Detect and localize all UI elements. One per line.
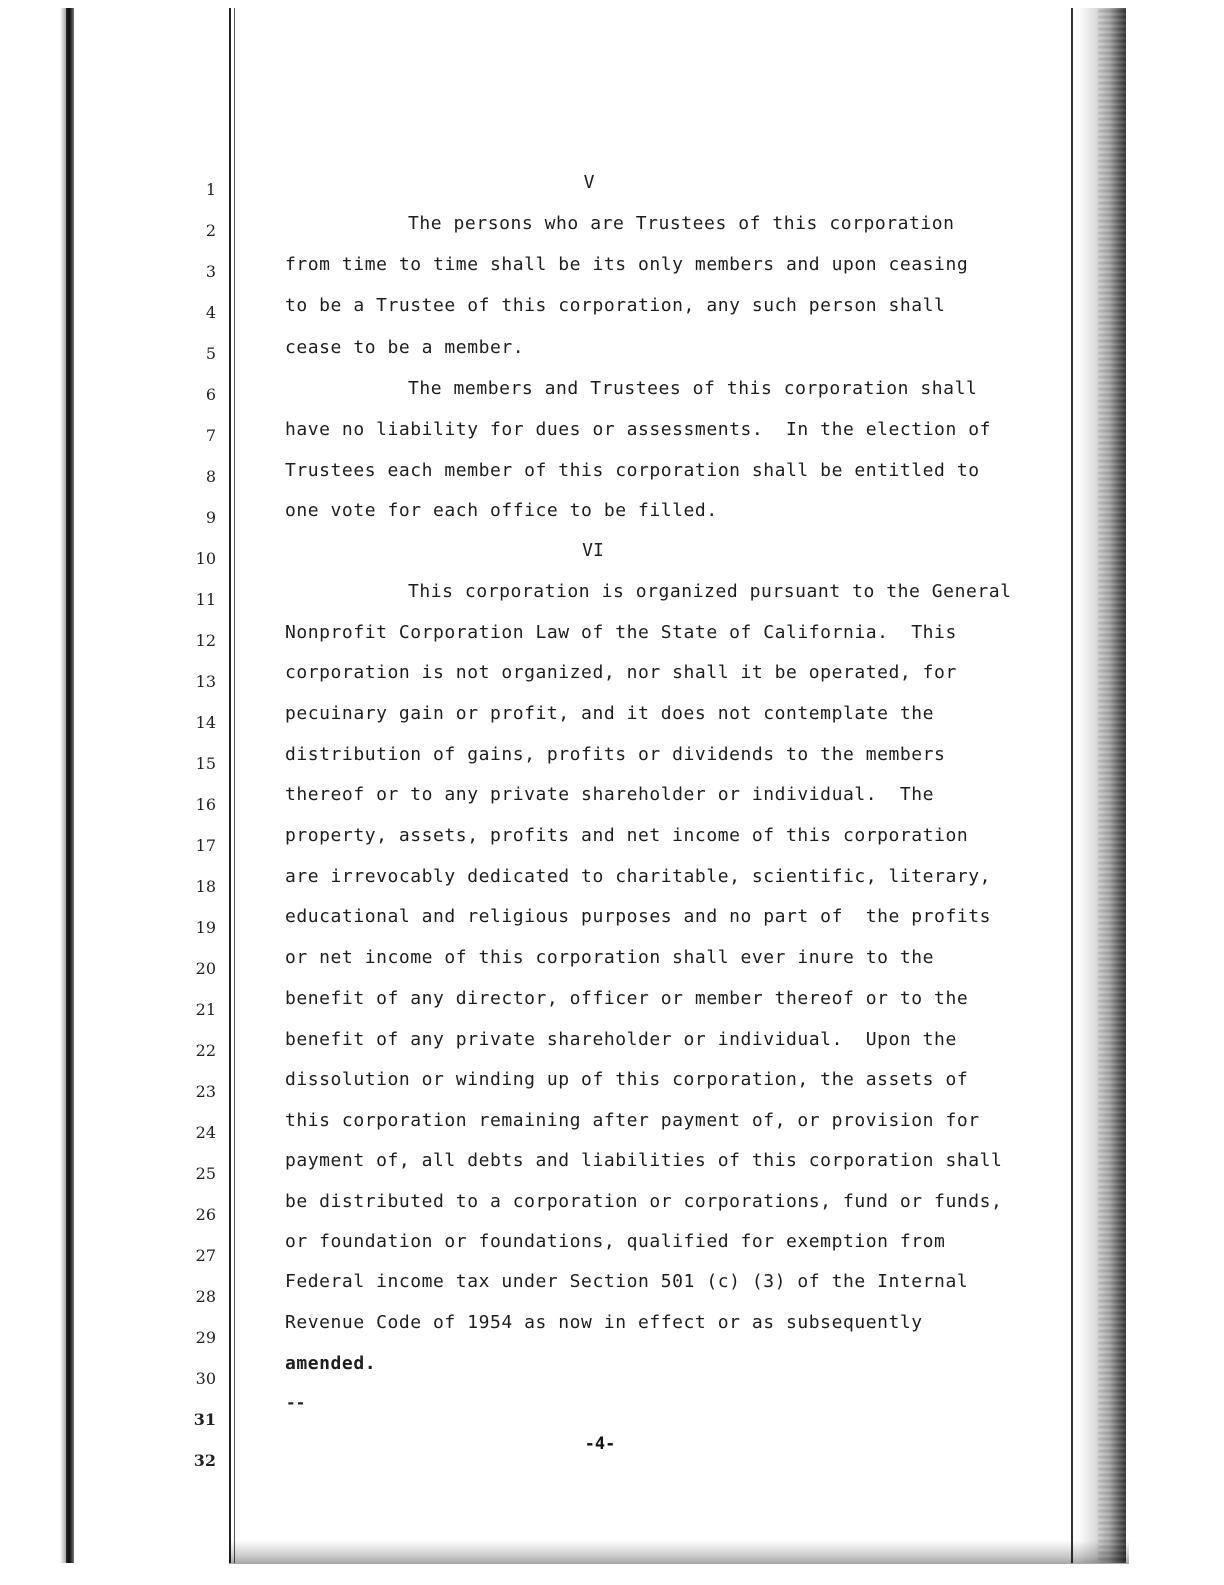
body-text-line: thereof or to any private shareholder or individual. The [285,784,935,805]
body-text-line: The persons who are Trustees of this corporation [408,213,955,234]
body-text-line: amended. [285,1353,377,1374]
page-number: -4- [584,1434,616,1454]
line-number: 3 [205,262,216,281]
body-text-line: or net income of this corporation shall ever inure to the [285,947,935,968]
line-number: 23 [195,1082,216,1101]
line-number: 26 [195,1205,216,1224]
line-number: 16 [195,795,216,814]
line-number: 29 [195,1328,216,1347]
body-text-line: Revenue Code of 1954 as now in effect or as subsequently [285,1312,923,1333]
body-text-line: or foundation or foundations, qualified for exemption from [285,1231,946,1252]
body-text-line: pecuinary gain or profit, and it does not contemplate the [285,703,935,724]
body-text-line: cease to be a member. [285,337,525,358]
body-text-line: be distributed to a corporation or corporations, fund or funds, [285,1191,1003,1212]
line-number: 8 [205,467,216,486]
line-number: 20 [195,959,216,978]
body-text-line: benefit of any director, officer or member thereof or to the [285,988,969,1009]
body-text-line: Federal income tax under Section 501 (c) (3) of the Internal [285,1271,969,1292]
line-number: 13 [195,672,216,691]
body-text-line: payment of, all debts and liabilities of this corporation shall [285,1150,1003,1171]
line-number: 9 [205,508,216,527]
line-number: 21 [195,1000,216,1019]
body-text-line: Trustees each member of this corporation shall be entitled to [285,460,980,481]
section-heading-vi: VI [582,540,604,561]
body-text-line: Nonprofit Corporation Law of the State of California. This [285,622,957,643]
line-number: 32 [193,1451,216,1470]
body-text-line: to be a Trustee of this corporation, any such person shall [285,295,946,316]
line-number: 2 [205,221,216,240]
margin-rule-left-outer [229,8,231,1563]
line-number: 5 [205,344,216,363]
body-text-line: The members and Trustees of this corporation shall [408,378,978,399]
line-number: 14 [195,713,216,732]
line-number: 18 [195,877,216,896]
line-number: 4 [205,303,216,322]
body-text-line: This corporation is organized pursuant to the General [408,581,1012,602]
line-number: 25 [195,1164,216,1183]
line-number: 28 [195,1287,216,1306]
body-text-line: dissolution or winding up of this corporation, the assets of [285,1069,969,1090]
body-text-line: from time to time shall be its only members and upon ceasing [285,254,969,275]
line-number: 19 [195,918,216,937]
line-number: 11 [195,590,216,609]
line-number: 30 [195,1369,216,1388]
line-number: 1 [205,180,216,199]
body-text-line: benefit of any private shareholder or individual. Upon the [285,1029,957,1050]
line-number: 12 [195,631,216,650]
line-number: 7 [205,426,216,445]
margin-rule-right [1071,8,1073,1563]
body-text-line: corporation is not organized, nor shall it be operated, for [285,662,957,683]
line-number: 22 [195,1041,216,1060]
body-text-line: property, assets, profits and net income of this corporation [285,825,969,846]
line-number: 24 [195,1123,216,1142]
margin-rule-left-inner [234,8,235,1563]
line-number: 31 [193,1410,216,1429]
line-number: 6 [205,385,216,404]
section-heading-v: V [583,172,595,193]
line-number: 17 [195,836,216,855]
line-number: 10 [195,549,216,568]
line-number: 27 [195,1246,216,1265]
scan-edge-right-texture [1098,8,1126,1563]
body-text-line: have no liability for dues or assessments. In the election of [285,419,991,440]
line-number: 15 [195,754,216,773]
body-text-line: distribution of gains, profits or dividends to the members [285,744,946,765]
scan-edge-bottom [229,1540,1129,1564]
body-text-line: one vote for each office to be filled. [285,500,718,521]
trailing-mark: -- [286,1393,306,1412]
body-text-line: are irrevocably dedicated to charitable, scientific, literary, [285,866,991,887]
scan-edge-left [66,8,74,1563]
body-text-line: this corporation remaining after payment of, or provision for [285,1110,980,1131]
body-text-line: educational and religious purposes and no part of the profits [285,906,991,927]
